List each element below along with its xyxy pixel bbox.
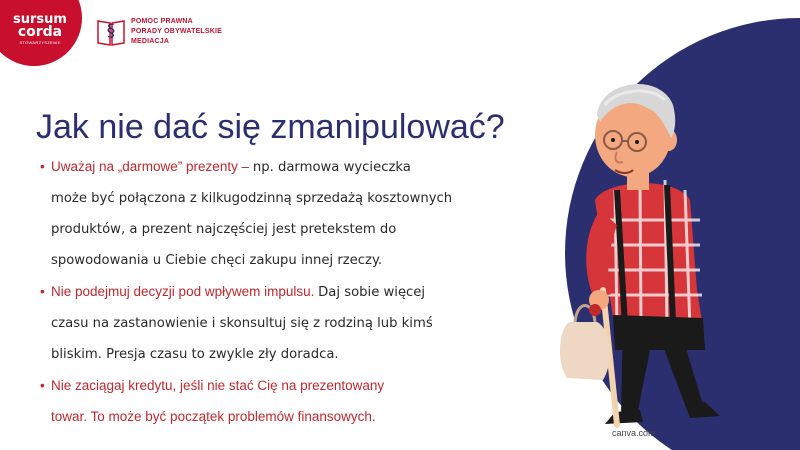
paragraph-book-icon — [95, 15, 127, 47]
bullet-text: produktów, a prezent najczęściej jest pretekstem do — [51, 222, 397, 237]
bullet-text: np. darmowa wycieczka — [252, 160, 411, 175]
logo-text-stowarzyszenie: STOWARZYSZENIE — [19, 40, 61, 45]
bullet-text: Daj sobie więcej — [318, 285, 426, 300]
logo-text-sursum: sursum — [13, 12, 67, 27]
bullet-text: czasu na zastanowienie i skonsultuj się z rodziną lub kimś — [51, 316, 433, 331]
bullet-item — [40, 151, 570, 276]
logo-text-corda: corda — [17, 24, 63, 40]
bullet-highlight: Uważaj na „darmowe” prezenty – — [51, 159, 253, 174]
bullet-text: bliskim. Presja czasu to zwykle zły doradca. — [51, 347, 339, 362]
bullet-highlight: Nie podejmuj decyzji pod wpływem impulsu. — [51, 284, 319, 299]
elderly-man-illustration — [555, 60, 745, 440]
logo-line-mediacja: MEDIACJA — [131, 38, 170, 45]
image-credit: canva.com — [612, 428, 656, 438]
bullet-text: towar. To może być początek problemów finansowych. — [51, 409, 376, 424]
sursum-corda-logo — [0, 0, 82, 66]
bullet-list — [40, 151, 570, 432]
logo-line-porady: PORADY OBYWATELSKIE — [131, 28, 223, 35]
bullet-dot: • — [40, 284, 45, 299]
bullet-highlight: Nie zaciągaj kredytu, jeśli nie stać Cię na prezentowany — [51, 378, 385, 393]
bullet-item — [40, 276, 570, 370]
bullet-item — [40, 370, 570, 432]
logo-line-pomoc: POMOC PRAWNA — [131, 18, 193, 25]
bullet-text: spowodowania u Ciebie chęci zakupu innej rzeczy. — [51, 253, 383, 268]
bullet-dot: • — [40, 159, 45, 174]
slide-title: Jak nie dać się zmanipulować? — [36, 108, 505, 146]
porady-logo-text — [131, 17, 222, 47]
porady-logo — [95, 15, 235, 49]
bullet-dot: • — [40, 378, 45, 393]
bullet-text: może być połączona z kilkugodzinną sprzedażą kosztownych — [51, 191, 453, 206]
svg-text:§: § — [106, 21, 116, 41]
